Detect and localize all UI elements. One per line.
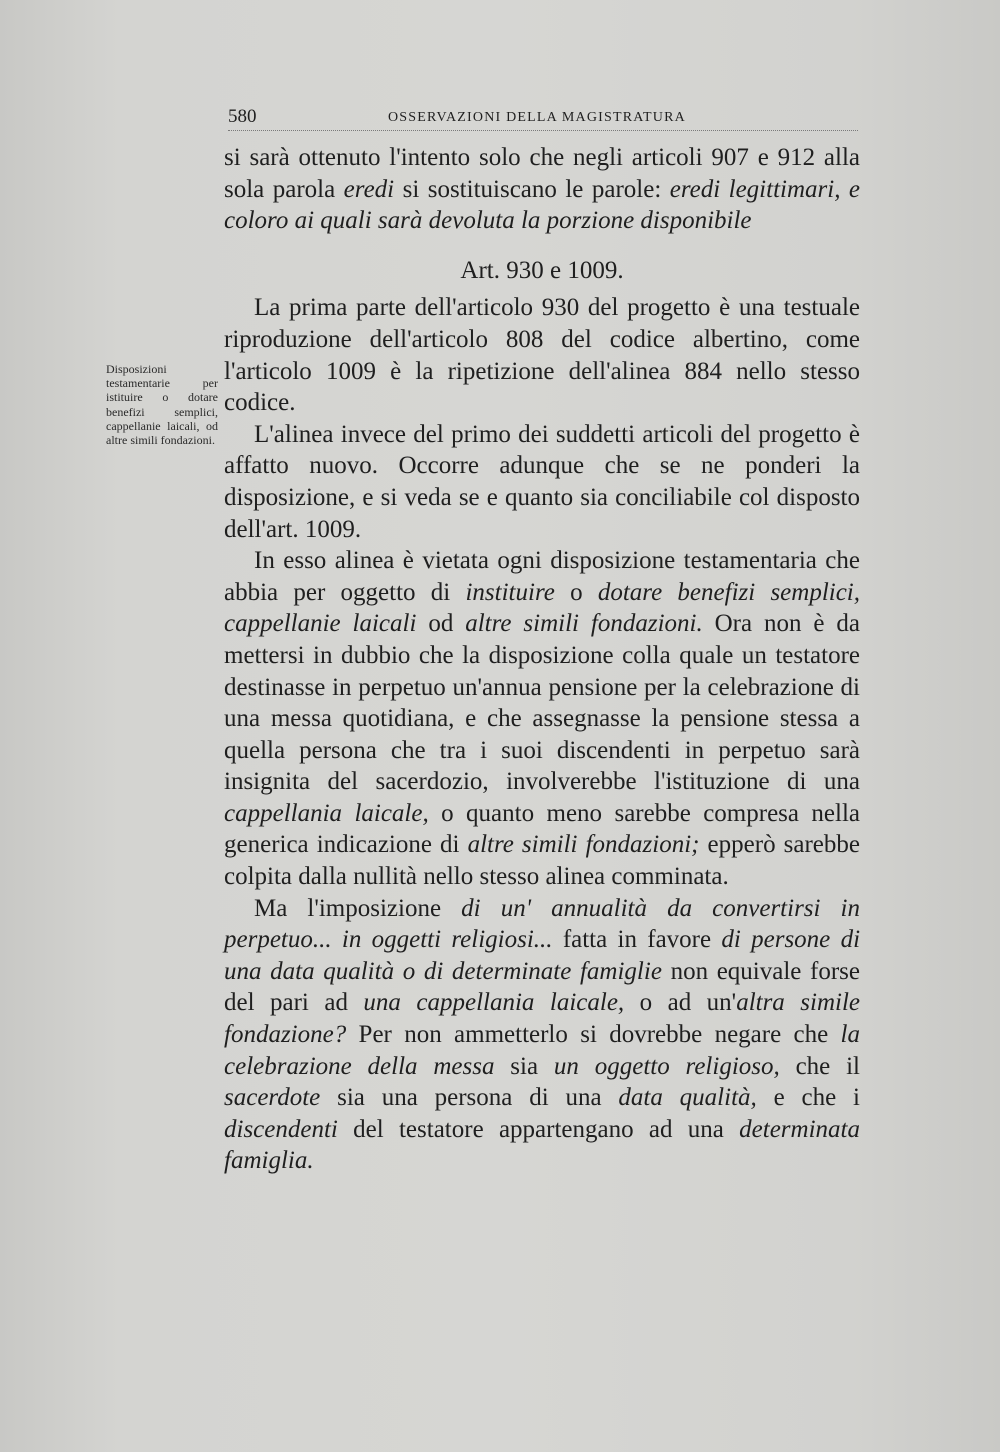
running-title: OSSERVAZIONI DELLA MAGISTRATURA — [388, 110, 686, 125]
paragraph-2: La prima parte dell'articolo 930 del progetto è una testuale riproduzione dell'articolo 808 del codice albertino, come l'articolo 1009 è la ripetizione dell'alinea 884 nello stesso codice. — [224, 294, 860, 417]
paragraph-1: si sarà ottenuto l'intento solo che negli articoli 907 e 912 alla sola parola eredi si sostituiscano le parole: eredi legittimari, e coloro ai quali sarà devoluta la porzione disponibile — [224, 144, 861, 235]
page-number: 580 — [228, 106, 257, 127]
paragraph-3: L'alinea invece del primo dei suddetti articoli del progetto è affatto nuovo. Occorre adunque che se ne ponderi la disposizione, e si veda se e quanto sia conciliabile col disposto dell'art. 1009. — [224, 420, 860, 543]
paragraph-4: In esso alinea è vietata ogni disposizione testamentaria che abbia per oggetto di instituire o dotare benefizi semplici, cappellanie laicali od altre simili fondazioni. Ora non è da mettersi in dubbio che la disposizione colla quale un testatore destinasse in perpetuo un'annua pensione per la celebrazione di una messa quotidiana, e che assegnasse la pensione stessa a quella persona che tra i suoi discendenti in perpetuo sarà insignita del sacerdozio, involverebbe l'istituzione di una cappellania laicale, o quanto meno sarebbe compresa nella generica indicazione di altre simili fondazioni; epperò sarebbe colpita dalla nullità nello stesso alinea comminata. — [224, 547, 861, 891]
page-header — [228, 104, 858, 131]
margin-note: Disposizioni testamentarie per istituire o dotare benefizi semplici, cappellanie laicali, od altre simili fondazioni. — [106, 362, 218, 448]
main-text — [224, 142, 860, 1177]
paragraph-5: Ma l'imposizione di un' annualità da convertirsi in perpetuo... in oggetti religiosi... fatta in favore di persone di una data qualità o di determinate famiglie non equivale forse del pari ad una cappellania laicale, o ad un'altra simile fondazione? Per non ammetterlo si dovrebbe negare che la celebrazione della messa sia un oggetto religioso, che il sacerdote sia una persona di una data qualità, e che i discendenti del testatore appartengano ad una determinata famiglia. — [224, 894, 861, 1175]
article-heading: Art. 930 e 1009. — [460, 256, 624, 284]
